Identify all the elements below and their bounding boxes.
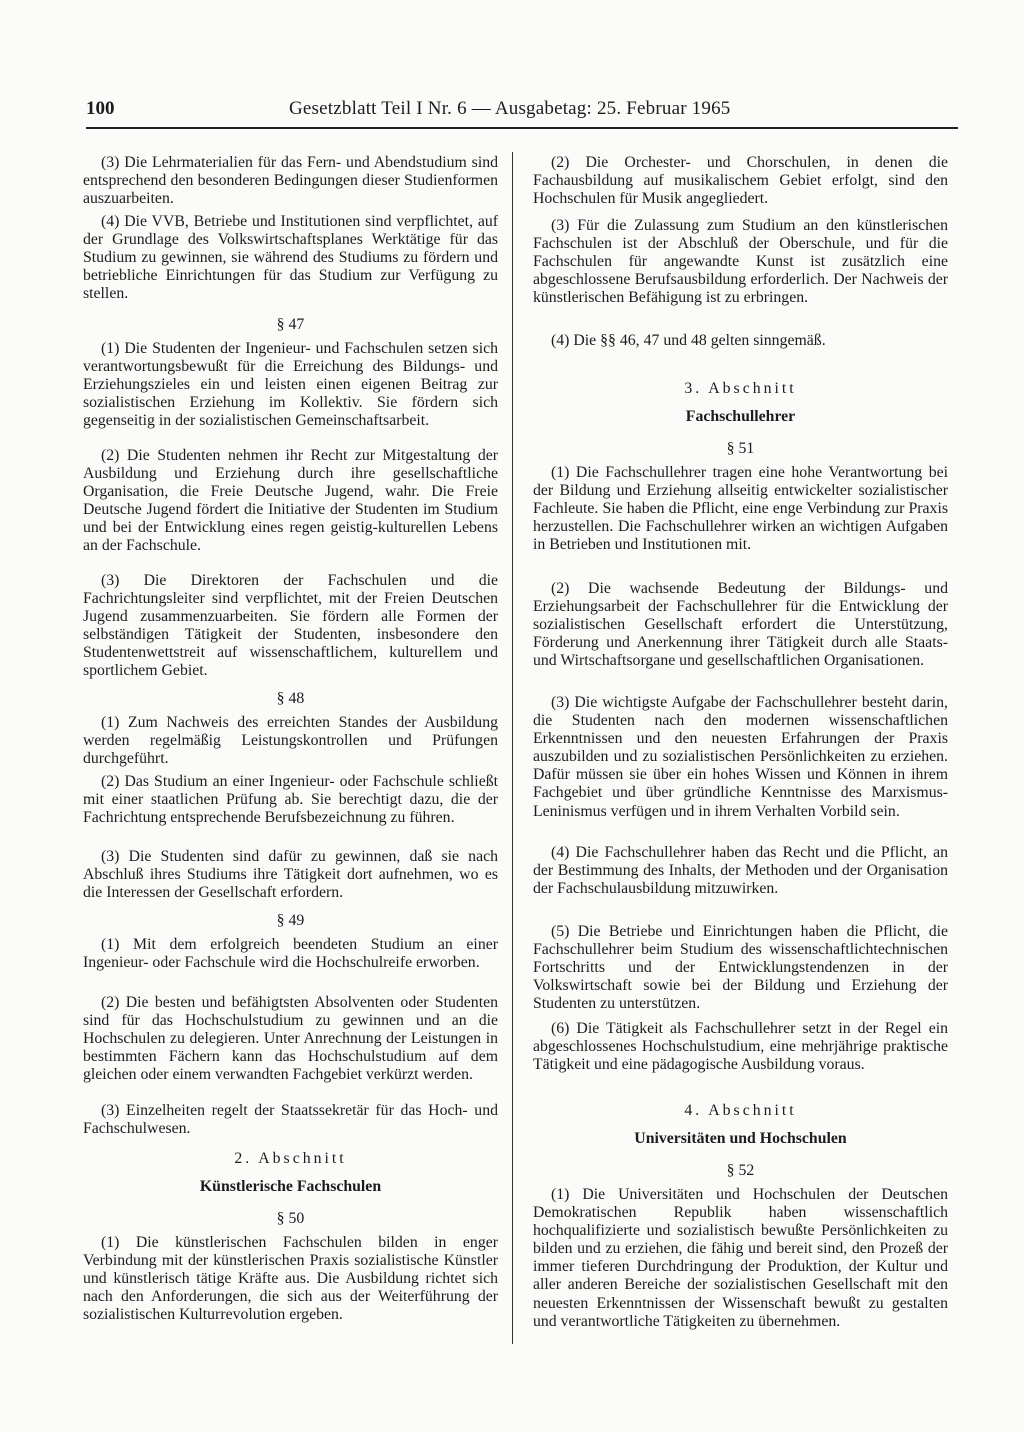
abschnitt-2-heading: 2. Abschnitt — [234, 1150, 347, 1167]
paragraph-51-2: (2) Die wachsende Bedeutung der Bildungs- und Erziehungsarbeit der Fachschullehrer für die Entwicklung der sozialistischen Gesellschaft erfordert die Unterstützung, Förderung und Anerkennung ihrer Tätigkeit durch alle Staats- und Wirtschaftsorgane und gesellschaftlichen Organisationen. — [533, 580, 948, 670]
paragraph-48-1: (1) Zum Nachweis des erreichten Standes der Ausbildung werden regelmäßig Leistungskontrollen und Prüfungen durchgeführt. — [83, 714, 498, 768]
paragraph-50-2: (2) Die Orchester- und Chorschulen, in denen die Fachausbildung auf musikalischem Gebiet erfolgt, sind den Hochschulen für Musik angegliedert. — [533, 154, 948, 208]
paragraph-48-3: (3) Die Studenten sind dafür zu gewinnen, daß sie nach Abschluß ihres Studiums ihre Tätigkeit dort aufnehmen, wo es die Interessen der Gesellschaft erfordern. — [83, 848, 498, 902]
paragraph-51-3: (3) Die wichtigste Aufgabe der Fachschullehrer besteht darin, die Studenten nach den modernen wissenschaftlichen Erkenntnissen und den neuesten Erfahrungen der Praxis auszubilden und zu sozialistischen Persönlichkeiten zu erziehen. Dafür müssen sie über ein hohes Wissen und Können in ihrem Fachgebiet und über gründliche Kenntnisse des Marxismus-Leninismus verfügen und in ihrem Verhalten Vorbild sein. — [533, 694, 948, 820]
paragraph-51-4: (4) Die Fachschullehrer haben das Recht und die Pflicht, an der Bestimmung des Inhalts, der Methoden und der Organisation der Fachschulausbildung mitzuwirken. — [533, 844, 948, 898]
paragraph-48-2: (2) Das Studium an einer Ingenieur- oder Fachschule schließt mit einer staatlichen Prüfung ab. Sie berechtigt dazu, die der Fachrichtung entsprechende Berufsbezeichnung zu führen. — [83, 773, 498, 827]
abschnitt-4-heading: 4. Abschnitt — [684, 1102, 797, 1119]
paragraph-50-4: (4) Die §§ 46, 47 und 48 gelten sinngemäß. — [551, 332, 826, 349]
paragraph-51-1: (1) Die Fachschullehrer tragen eine hohe Verantwortung bei der Bildung und Erziehung allseitig entwickelter sozialistischer Fachleute. Sie haben die Pflicht, eine enge Verbindung zur Praxis herzustellen. Die Fachschullehrer wirken an wichtigen Aufgaben in Betrieben und Institutionen mit. — [533, 464, 948, 554]
section-52-heading: § 52 — [726, 1162, 755, 1179]
paragraph-47-2: (2) Die Studenten nehmen ihr Recht zur Mitgestaltung der Ausbildung und Erziehung durch ihre gesellschaftliche Organisation, die Freie Deutsche Jugend, wahr. Die Freie Deutsche Jugend fördert die Initiative der Studenten im Studium und bei der Entwicklung eines regen geistig-kulturellen Lebens an der Fachschule. — [83, 447, 498, 555]
header-rule — [86, 127, 958, 129]
paragraph-47-3: (3) Die Direktoren der Fachschulen und die Fachrichtungsleiter sind verpflichtet, mit der Freien Deutschen Jugend zusammenzuarbeiten. Sie fördern alle Formen der selbständigen Tätigkeit der Studenten, insbesondere den Studentenwettstreit auf wissenschaftlichem, kulturellem und sportlichem Gebiet. — [83, 572, 498, 680]
paragraph-46-3: (3) Die Lehrmaterialien für das Fern- und Abendstudium sind entsprechend den besonderen Bedingungen dieser Studienformen auszuarbeiten. — [83, 154, 498, 208]
column-divider — [512, 152, 513, 1344]
paragraph-51-5: (5) Die Betriebe und Einrichtungen haben die Pflicht, die Fachschullehrer beim Studium des wissenschaftlichtechnischen Fortschritts und der Entwicklungstendenzen in der Volkswirtschaft sowie bei der Bildung und Erziehung der Studenten zu unterstützen. — [533, 923, 948, 1013]
page-number: 100 — [86, 98, 115, 119]
abschnitt-2-title: Künstlerische Fachschulen — [199, 1178, 382, 1195]
section-47-heading: § 47 — [276, 316, 305, 333]
paragraph-47-1: (1) Die Studenten der Ingenieur- und Fachschulen setzen sich verantwortungsbewußt für die Erreichung des Bildungs- und Erziehungszieles ein und leisten einen eigenen Beitrag zur sozialistischen Erziehung im Kollektiv. Sie fördern sich gegenseitig in der sozialistischen Gemeinschaftsarbeit. — [83, 340, 498, 430]
section-50-heading: § 50 — [276, 1210, 305, 1227]
paragraph-49-3: (3) Einzelheiten regelt der Staatssekretär für das Hoch- und Fachschulwesen. — [83, 1102, 498, 1138]
running-header-title: Gesetzblatt Teil I Nr. 6 — Ausgabetag: 25. Februar 1965 — [289, 98, 731, 119]
paragraph-46-4: (4) Die VVB, Betriebe und Institutionen sind verpflichtet, auf der Grundlage des Volkswirtschaftsplanes Werktätige für das Studium zu gewinnen, sie während des Studiums zu fördern und betriebliche Einrichtungen für das Studium zur Verfügung zu stellen. — [83, 213, 498, 303]
left-column — [83, 150, 498, 1345]
paragraph-49-1: (1) Mit dem erfolgreich beendeten Studium an einer Ingenieur- oder Fachschule wird die Hochschulreife erworben. — [83, 936, 498, 972]
section-51-heading: § 51 — [726, 440, 755, 457]
paragraph-49-2: (2) Die besten und befähigtsten Absolventen oder Studenten sind für das Hochschulstudium zu gewinnen und an die Hochschulen zu delegieren. Unter Anrechnung der Leistungen in bestimmten Fächern kann das Hochschulstudium auf dem gleichen oder einem verwandten Fachgebiet verkürzt werden. — [83, 994, 498, 1084]
right-column — [533, 150, 948, 1345]
section-49-heading: § 49 — [276, 912, 305, 929]
abschnitt-3-heading: 3. Abschnitt — [684, 380, 797, 397]
paragraph-50-3: (3) Für die Zulassung zum Studium an den künstlerischen Fachschulen ist der Abschluß der Oberschule, und für die Fachschulen für angewandte Kunst ist zusätzlich eine abgeschlossene Berufsausbildung erforderlich. Der Nachweis der künstlerischen Befähigung ist zu erbringen. — [533, 217, 948, 307]
abschnitt-3-title: Fachschullehrer — [685, 408, 796, 425]
paragraph-52-1: (1) Die Universitäten und Hochschulen der Deutschen Demokratischen Republik haben wissenschaftlich hochqualifizierte und sozialistisch bewußte Persönlichkeiten zu bilden und zu erziehen, die fähig und bereit sind, den Prozeß der immer tieferen Durchdringung der Produktion, der Kultur und aller anderen Bereiche der sozialistischen Gesellschaft mit den neuesten Erkenntnissen der Wissenschaft bewußt zu gestalten und verantwortliche Tätigkeiten zu übernehmen. — [533, 1186, 948, 1330]
paragraph-51-6: (6) Die Tätigkeit als Fachschullehrer setzt in der Regel ein abgeschlossenes Hochschulstudium, eine mehrjährige praktische Tätigkeit und eine pädagogische Ausbildung voraus. — [533, 1020, 948, 1074]
section-48-heading: § 48 — [276, 690, 305, 707]
abschnitt-4-title: Universitäten und Hochschulen — [634, 1130, 847, 1147]
paragraph-50-1: (1) Die künstlerischen Fachschulen bilden in enger Verbindung mit der künstlerischen Praxis sozialistische Künstler und künstlerisch tätige Kräfte aus. Die Ausbildung richtet sich nach den Anforderungen, die sich aus der Weiterführung der sozialistischen Kulturrevolution ergeben. — [83, 1234, 498, 1324]
